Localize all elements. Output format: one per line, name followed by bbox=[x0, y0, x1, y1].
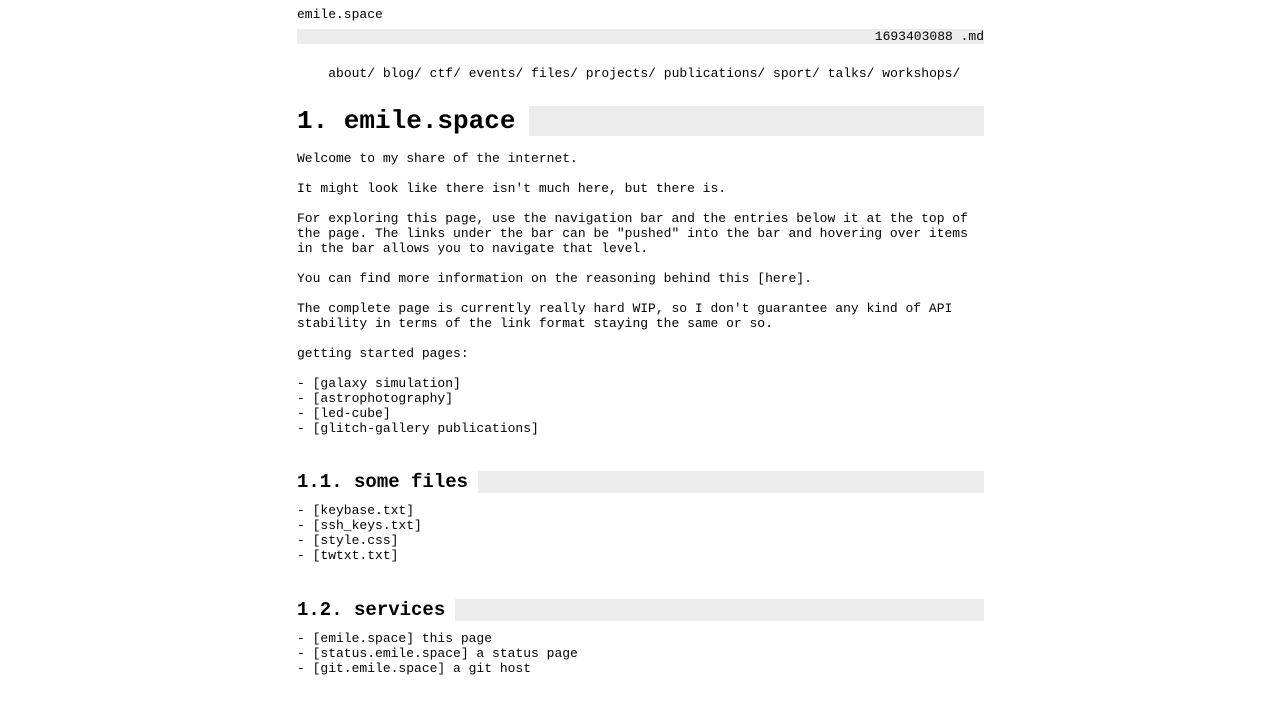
heading-bar bbox=[478, 471, 984, 493]
nav-item-about[interactable]: about/ bbox=[328, 66, 376, 81]
nav-item-files[interactable]: files/ bbox=[531, 66, 578, 81]
list-item[interactable]: - [glitch-gallery publications] bbox=[297, 421, 539, 436]
nav-item-projects[interactable]: projects/ bbox=[585, 66, 656, 81]
main-heading-row bbox=[297, 106, 984, 136]
nav-item-events[interactable]: events/ bbox=[468, 66, 524, 81]
meta-timestamp: 1693403088 .md bbox=[874, 29, 984, 44]
list-item[interactable]: - [emile.space] this page bbox=[297, 631, 493, 646]
list-item[interactable]: - [keybase.txt] bbox=[297, 503, 415, 518]
nav-item-workshops[interactable]: workshops/ bbox=[882, 66, 961, 81]
files-list bbox=[297, 503, 984, 563]
nav-item-talks[interactable]: talks/ bbox=[827, 66, 875, 81]
getting-started-label: getting started pages: bbox=[297, 346, 469, 361]
nav-bar bbox=[297, 51, 960, 96]
list-item[interactable]: - [galaxy simulation] bbox=[297, 376, 461, 391]
heading-bar bbox=[455, 599, 984, 621]
heading-bar bbox=[529, 106, 984, 136]
site-title[interactable]: emile.space bbox=[297, 7, 383, 22]
nav-item-publications[interactable]: publications/ bbox=[663, 66, 766, 81]
nav-item-ctf[interactable]: ctf/ bbox=[429, 66, 461, 81]
intro-paragraph: You can find more information on the reasoning behind this [here]. bbox=[297, 271, 812, 286]
list-item[interactable]: - [astrophotography] bbox=[297, 391, 454, 406]
intro-paragraph: Welcome to my share of the internet. bbox=[297, 151, 578, 166]
list-item[interactable]: - [ssh_keys.txt] bbox=[297, 518, 422, 533]
list-item[interactable]: - [led-cube] bbox=[297, 406, 391, 421]
services-heading-row bbox=[297, 599, 984, 621]
list-item[interactable]: - [git.emile.space] a git host bbox=[297, 661, 532, 676]
intro-paragraph: It might look like there isn't much here, but there is. bbox=[297, 181, 727, 196]
list-item[interactable]: - [status.emile.space] a status page bbox=[297, 646, 578, 661]
list-item[interactable]: - [twtxt.txt] bbox=[297, 548, 399, 563]
files-heading: 1.1. some files bbox=[297, 471, 469, 493]
nav-item-sport[interactable]: sport/ bbox=[773, 66, 820, 81]
intro-paragraph: For exploring this page, use the navigation bar and the entries below it at the top of the page. The links under the bar can be "pushed" into the bar and hovering over items in the bar allows you to navigate that level. bbox=[297, 211, 976, 256]
services-list bbox=[297, 631, 984, 676]
getting-started-list bbox=[297, 376, 984, 436]
list-item[interactable]: - [style.css] bbox=[297, 533, 399, 548]
nav-item-blog[interactable]: blog/ bbox=[382, 66, 422, 81]
intro-paragraph: The complete page is currently really hard WIP, so I don't guarantee any kind of API stability in terms of the link format staying the same or so. bbox=[297, 301, 961, 331]
main-heading: 1. emile.space bbox=[297, 106, 516, 136]
services-heading: 1.2. services bbox=[297, 599, 446, 621]
files-heading-row bbox=[297, 471, 984, 493]
meta-bar bbox=[297, 29, 984, 44]
